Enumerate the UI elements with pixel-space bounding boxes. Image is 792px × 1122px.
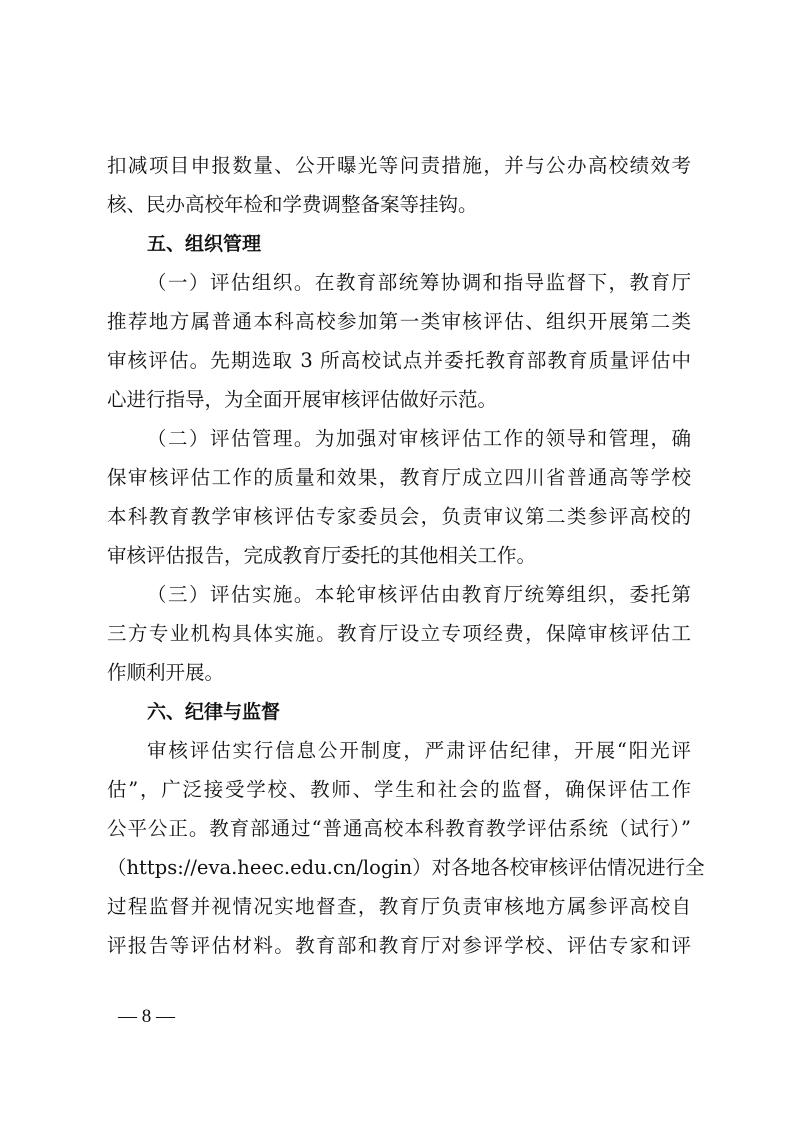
body-text-line: 推荐地方属普通本科高校参加第一类审核评估、组织开展第二类 xyxy=(107,310,691,333)
body-text-line: （一）评估组织。在教育部统筹协调和指导监督下，教育厅 xyxy=(147,271,691,294)
section-heading: 六、纪律与监督 xyxy=(147,701,281,723)
body-text-line: 审核评估。先期选取 3 所高校试点并委托教育部教育质量评估中 xyxy=(107,349,691,372)
body-text-line: 心进行指导，为全面开展审核评估做好示范。 xyxy=(107,388,498,411)
body-text-line: 三方专业机构具体实施。教育厅设立专项经费，保障审核评估工 xyxy=(107,622,691,645)
body-text-line: 核、民办高校年检和学费调整备案等挂钩。 xyxy=(107,193,478,216)
body-text-line: 本科教育教学审核评估专家委员会，负责审议第二类参评高校的 xyxy=(107,505,691,528)
body-text-line: （https://eva.heec.edu.cn/login）对各地各校审核评估情况进行全 xyxy=(107,856,705,879)
body-text-line: （三）评估实施。本轮审核评估由教育厅统筹组织，委托第 xyxy=(147,583,691,606)
body-text-line: 作顺利开展。 xyxy=(107,661,225,684)
section-heading: 五、组织管理 xyxy=(147,233,262,255)
body-text-line: （二）评估管理。为加强对审核评估工作的领导和管理，确 xyxy=(147,427,691,450)
body-text-line: 评报告等评估材料。教育部和教育厅对参评学校、评估专家和评 xyxy=(107,934,691,957)
body-text-line: 扣减项目申报数量、公开曝光等问责措施，并与公办高校绩效考 xyxy=(107,154,691,177)
page-number: — 8 — xyxy=(118,1006,175,1027)
body-text-line: 保审核评估工作的质量和效果，教育厅成立四川省普通高等学校 xyxy=(107,466,691,489)
body-text-line: 审核评估报告，完成教育厅委托的其他相关工作。 xyxy=(107,544,537,567)
body-text-line: 估”，广泛接受学校、教师、学生和社会的监督，确保评估工作 xyxy=(107,778,691,801)
body-text-line: 审核评估实行信息公开制度，严肃评估纪律，开展“阳光评 xyxy=(147,739,691,762)
body-text-line: 公平公正。教育部通过“普通高校本科教育教学评估系统（试行）” xyxy=(107,817,691,840)
body-text-line: 过程监督并视情况实地督查，教育厅负责审核地方属参评高校自 xyxy=(107,895,691,918)
